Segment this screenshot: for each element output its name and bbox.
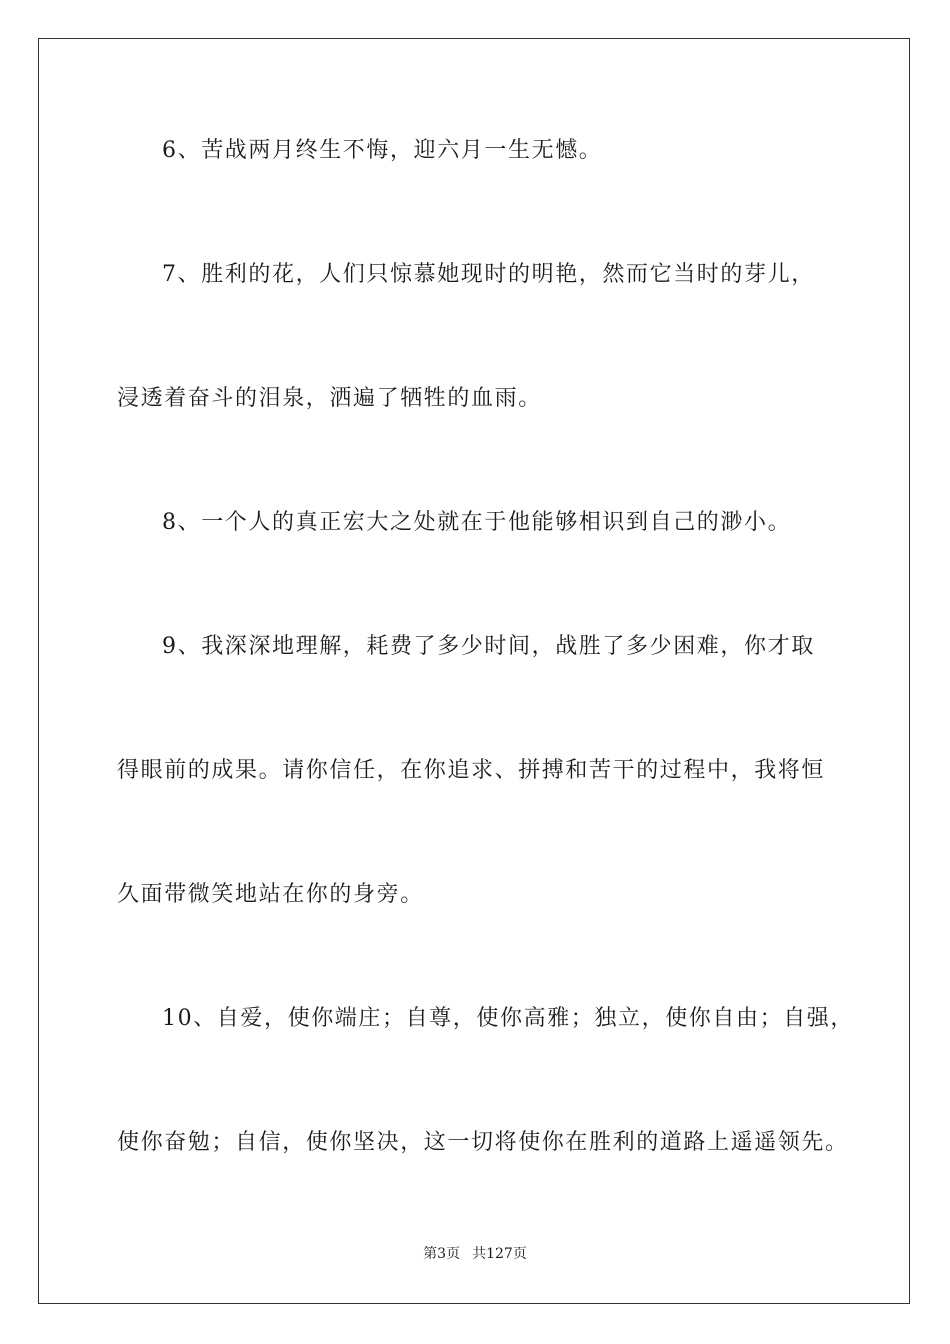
page-footer	[0, 1244, 950, 1264]
text-line: 10、自爱，使你端庄；自尊，使你高雅；独立，使你自由；自强，	[162, 1006, 854, 1031]
page-border	[38, 38, 910, 1304]
text-line: 8、一个人的真正宏大之处就在于他能够相识到自己的渺小。	[162, 510, 792, 535]
text-line: 久面带微笑地站在你的身旁。	[117, 882, 424, 907]
text-line: 6、苦战两月终生不悔，迎六月一生无憾。	[162, 138, 603, 163]
text-line: 7、胜利的花，人们只惊慕她现时的明艳，然而它当时的芽儿，	[162, 262, 815, 287]
page-total: 共127页	[472, 1246, 527, 1262]
text-line: 浸透着奋斗的泪泉，洒遍了牺牲的血雨。	[117, 386, 542, 411]
text-line: 使你奋勉；自信，使你坚决，这一切将使你在胜利的道路上遥遥领先。	[117, 1130, 849, 1155]
page-number: 第3页	[423, 1246, 461, 1262]
text-line: 得眼前的成果。请你信任，在你追求、拼搏和苦干的过程中，我将恒	[117, 758, 826, 783]
text-line: 9、我深深地理解，耗费了多少时间，战胜了多少困难，你才取	[162, 634, 815, 659]
